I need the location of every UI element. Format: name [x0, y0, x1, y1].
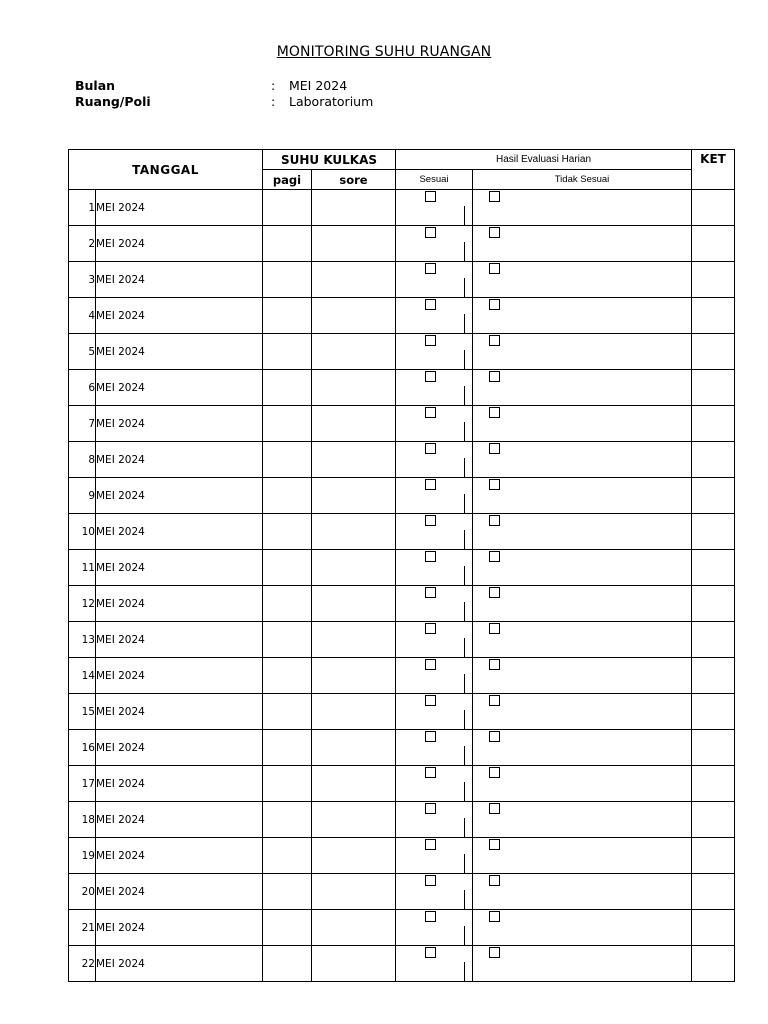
day-number: 21	[69, 910, 96, 946]
page-title: MONITORING SUHU RUANGAN	[276, 44, 492, 60]
day-number: 12	[69, 586, 96, 622]
table-row	[69, 190, 735, 226]
sesuai-cell	[396, 910, 473, 946]
ket-cell[interactable]	[692, 370, 735, 406]
divider-line	[464, 386, 465, 405]
pagi-cell[interactable]	[263, 658, 312, 694]
sesuai-cell	[396, 874, 473, 910]
ruang-value: Laboratorium	[289, 94, 374, 109]
colon: :	[271, 94, 276, 109]
sesuai-checkbox[interactable]	[425, 911, 436, 922]
table-row	[69, 550, 735, 586]
sore-cell[interactable]	[312, 298, 396, 334]
table-row	[69, 946, 735, 982]
tidak-sesuai-cell	[473, 370, 692, 406]
date-text: MEI 2024	[96, 370, 263, 406]
sore-cell[interactable]	[312, 262, 396, 298]
sesuai-checkbox[interactable]	[425, 227, 436, 238]
sore-cell[interactable]	[312, 622, 396, 658]
date-text: MEI 2024	[96, 622, 263, 658]
table-row	[69, 406, 735, 442]
sore-cell[interactable]	[312, 766, 396, 802]
header-row	[69, 150, 735, 170]
pagi-cell[interactable]	[263, 730, 312, 766]
table-row	[69, 370, 735, 406]
tidak-sesuai-cell	[473, 406, 692, 442]
sesuai-checkbox[interactable]	[425, 335, 436, 346]
tidak-sesuai-cell	[473, 298, 692, 334]
sesuai-checkbox[interactable]	[425, 551, 436, 562]
day-number: 2	[69, 226, 96, 262]
tidak-sesuai-cell	[473, 946, 692, 982]
sesuai-checkbox[interactable]	[425, 767, 436, 778]
divider-line	[464, 890, 465, 909]
sore-cell[interactable]	[312, 190, 396, 226]
day-number: 3	[69, 262, 96, 298]
date-text: MEI 2024	[96, 910, 263, 946]
table-row	[69, 838, 735, 874]
pagi-cell[interactable]	[263, 622, 312, 658]
monitoring-table	[68, 149, 735, 982]
ket-cell[interactable]	[692, 874, 735, 910]
day-number: 9	[69, 478, 96, 514]
sore-cell[interactable]	[312, 442, 396, 478]
sore-cell[interactable]	[312, 730, 396, 766]
day-number: 4	[69, 298, 96, 334]
sesuai-cell	[396, 442, 473, 478]
divider-line	[464, 602, 465, 621]
date-text: MEI 2024	[96, 550, 263, 586]
table-row	[69, 226, 735, 262]
sesuai-checkbox[interactable]	[425, 623, 436, 634]
header-hasil-evaluasi: Hasil Evaluasi Harian	[396, 150, 692, 170]
tidak-sesuai-cell	[473, 766, 692, 802]
date-text: MEI 2024	[96, 298, 263, 334]
divider-line	[464, 314, 465, 333]
pagi-cell[interactable]	[263, 298, 312, 334]
table-row	[69, 910, 735, 946]
sesuai-cell	[396, 190, 473, 226]
table-row	[69, 766, 735, 802]
sesuai-checkbox[interactable]	[425, 479, 436, 490]
sesuai-cell	[396, 550, 473, 586]
sesuai-cell	[396, 334, 473, 370]
pagi-cell[interactable]	[263, 226, 312, 262]
ket-cell[interactable]	[692, 766, 735, 802]
sesuai-checkbox[interactable]	[425, 659, 436, 670]
table-row	[69, 442, 735, 478]
table-row	[69, 478, 735, 514]
pagi-cell[interactable]	[263, 262, 312, 298]
sesuai-cell	[396, 802, 473, 838]
date-text: MEI 2024	[96, 262, 263, 298]
pagi-cell[interactable]	[263, 910, 312, 946]
header-tanggal: TANGGAL	[69, 150, 263, 190]
ruang-row	[75, 94, 373, 110]
ket-cell[interactable]	[692, 586, 735, 622]
divider-line	[464, 746, 465, 765]
tidak-sesuai-checkbox[interactable]	[489, 299, 500, 310]
pagi-cell[interactable]	[263, 946, 312, 982]
tidak-sesuai-cell	[473, 658, 692, 694]
sore-cell[interactable]	[312, 478, 396, 514]
day-number: 10	[69, 514, 96, 550]
pagi-cell[interactable]	[263, 478, 312, 514]
tidak-sesuai-checkbox[interactable]	[489, 947, 500, 958]
tidak-sesuai-cell	[473, 226, 692, 262]
tidak-sesuai-cell	[473, 730, 692, 766]
ket-cell[interactable]	[692, 442, 735, 478]
pagi-cell[interactable]	[263, 406, 312, 442]
tidak-sesuai-checkbox[interactable]	[489, 371, 500, 382]
divider-line	[464, 494, 465, 513]
sesuai-checkbox[interactable]	[425, 371, 436, 382]
tidak-sesuai-checkbox[interactable]	[489, 623, 500, 634]
divider-line	[464, 350, 465, 369]
tidak-sesuai-cell	[473, 262, 692, 298]
sesuai-checkbox[interactable]	[425, 407, 436, 418]
date-text: MEI 2024	[96, 442, 263, 478]
sore-cell[interactable]	[312, 550, 396, 586]
day-number: 22	[69, 946, 96, 982]
pagi-cell[interactable]	[263, 838, 312, 874]
header-pagi: pagi	[263, 170, 312, 190]
day-number: 19	[69, 838, 96, 874]
sesuai-checkbox[interactable]	[425, 587, 436, 598]
tidak-sesuai-cell	[473, 478, 692, 514]
day-number: 7	[69, 406, 96, 442]
sesuai-cell	[396, 298, 473, 334]
date-text: MEI 2024	[96, 946, 263, 982]
table-row	[69, 298, 735, 334]
header-suhu-kulkas: SUHU KULKAS	[263, 150, 396, 170]
day-number: 17	[69, 766, 96, 802]
tidak-sesuai-cell	[473, 802, 692, 838]
divider-line	[464, 458, 465, 477]
colon: :	[271, 78, 276, 93]
sesuai-checkbox[interactable]	[425, 875, 436, 886]
pagi-cell[interactable]	[263, 694, 312, 730]
table-row	[69, 874, 735, 910]
table-row	[69, 262, 735, 298]
pagi-cell[interactable]	[263, 586, 312, 622]
pagi-cell[interactable]	[263, 514, 312, 550]
sore-cell[interactable]	[312, 514, 396, 550]
sore-cell[interactable]	[312, 334, 396, 370]
ket-cell[interactable]	[692, 190, 735, 226]
sesuai-cell	[396, 694, 473, 730]
ket-cell[interactable]	[692, 262, 735, 298]
bulan-value: MEI 2024	[289, 78, 348, 93]
tidak-sesuai-checkbox[interactable]	[489, 443, 500, 454]
ket-cell[interactable]	[692, 550, 735, 586]
sore-cell[interactable]	[312, 910, 396, 946]
table-body	[69, 190, 735, 982]
date-text: MEI 2024	[96, 694, 263, 730]
tidak-sesuai-cell	[473, 622, 692, 658]
sore-cell[interactable]	[312, 802, 396, 838]
sesuai-checkbox[interactable]	[425, 731, 436, 742]
ket-cell[interactable]	[692, 694, 735, 730]
tidak-sesuai-checkbox[interactable]	[489, 191, 500, 202]
sore-cell[interactable]	[312, 226, 396, 262]
sesuai-cell	[396, 946, 473, 982]
date-text: MEI 2024	[96, 730, 263, 766]
pagi-cell[interactable]	[263, 442, 312, 478]
date-text: MEI 2024	[96, 766, 263, 802]
tidak-sesuai-checkbox[interactable]	[489, 911, 500, 922]
tidak-sesuai-checkbox[interactable]	[489, 227, 500, 238]
date-text: MEI 2024	[96, 838, 263, 874]
date-text: MEI 2024	[96, 478, 263, 514]
day-number: 16	[69, 730, 96, 766]
sesuai-cell	[396, 226, 473, 262]
date-text: MEI 2024	[96, 190, 263, 226]
ket-cell[interactable]	[692, 298, 735, 334]
date-text: MEI 2024	[96, 334, 263, 370]
divider-line	[464, 674, 465, 693]
date-text: MEI 2024	[96, 406, 263, 442]
divider-line	[464, 926, 465, 945]
ket-cell[interactable]	[692, 910, 735, 946]
sore-cell[interactable]	[312, 946, 396, 982]
table-row	[69, 622, 735, 658]
date-text: MEI 2024	[96, 226, 263, 262]
sesuai-checkbox[interactable]	[425, 695, 436, 706]
sore-cell[interactable]	[312, 838, 396, 874]
ket-cell[interactable]	[692, 334, 735, 370]
table-row	[69, 802, 735, 838]
sesuai-cell	[396, 478, 473, 514]
tidak-sesuai-checkbox[interactable]	[489, 587, 500, 598]
form-meta	[75, 78, 373, 110]
tidak-sesuai-checkbox[interactable]	[489, 479, 500, 490]
sesuai-cell	[396, 406, 473, 442]
header-tidak-sesuai: Tidak Sesuai	[473, 170, 692, 190]
bulan-label: Bulan	[75, 78, 116, 93]
table-row	[69, 334, 735, 370]
divider-line	[464, 206, 465, 225]
tidak-sesuai-checkbox[interactable]	[489, 551, 500, 562]
ket-cell[interactable]	[692, 622, 735, 658]
tidak-sesuai-checkbox[interactable]	[489, 803, 500, 814]
divider-line	[464, 566, 465, 585]
sore-cell[interactable]	[312, 370, 396, 406]
divider-line	[464, 710, 465, 729]
divider-line	[464, 818, 465, 837]
tidak-sesuai-checkbox[interactable]	[489, 695, 500, 706]
divider-line	[464, 422, 465, 441]
sesuai-cell	[396, 838, 473, 874]
pagi-cell[interactable]	[263, 190, 312, 226]
pagi-cell[interactable]	[263, 802, 312, 838]
tidak-sesuai-checkbox[interactable]	[489, 731, 500, 742]
tidak-sesuai-cell	[473, 514, 692, 550]
date-text: MEI 2024	[96, 802, 263, 838]
divider-line	[464, 962, 465, 981]
header-sesuai: Sesuai	[396, 170, 473, 190]
ruang-label: Ruang/Poli	[75, 94, 151, 109]
tidak-sesuai-cell	[473, 586, 692, 622]
day-number: 6	[69, 370, 96, 406]
date-text: MEI 2024	[96, 586, 263, 622]
sesuai-cell	[396, 262, 473, 298]
ket-cell[interactable]	[692, 406, 735, 442]
sesuai-checkbox[interactable]	[425, 443, 436, 454]
day-number: 11	[69, 550, 96, 586]
tidak-sesuai-cell	[473, 694, 692, 730]
sesuai-cell	[396, 658, 473, 694]
ket-cell[interactable]	[692, 946, 735, 982]
tidak-sesuai-cell	[473, 442, 692, 478]
table-row	[69, 514, 735, 550]
pagi-cell[interactable]	[263, 874, 312, 910]
ket-cell[interactable]	[692, 838, 735, 874]
tidak-sesuai-cell	[473, 838, 692, 874]
ket-cell[interactable]	[692, 658, 735, 694]
date-text: MEI 2024	[96, 874, 263, 910]
tidak-sesuai-cell	[473, 910, 692, 946]
tidak-sesuai-checkbox[interactable]	[489, 263, 500, 274]
date-text: MEI 2024	[96, 514, 263, 550]
sore-cell[interactable]	[312, 406, 396, 442]
tidak-sesuai-checkbox[interactable]	[489, 767, 500, 778]
ket-cell[interactable]	[692, 514, 735, 550]
signature-underline	[402, 981, 464, 982]
tidak-sesuai-checkbox[interactable]	[489, 335, 500, 346]
divider-line	[464, 530, 465, 549]
tidak-sesuai-checkbox[interactable]	[489, 839, 500, 850]
tidak-sesuai-checkbox[interactable]	[489, 875, 500, 886]
sesuai-checkbox[interactable]	[425, 947, 436, 958]
sesuai-checkbox[interactable]	[425, 803, 436, 814]
day-number: 1	[69, 190, 96, 226]
sesuai-checkbox[interactable]	[425, 299, 436, 310]
sesuai-checkbox[interactable]	[425, 263, 436, 274]
divider-line	[464, 782, 465, 801]
day-number: 20	[69, 874, 96, 910]
tidak-sesuai-cell	[473, 550, 692, 586]
table-row	[69, 730, 735, 766]
table-row	[69, 694, 735, 730]
tidak-sesuai-cell	[473, 874, 692, 910]
ket-cell[interactable]	[692, 226, 735, 262]
sesuai-checkbox[interactable]	[425, 515, 436, 526]
divider-line	[464, 638, 465, 657]
divider-line	[464, 242, 465, 261]
sesuai-cell	[396, 730, 473, 766]
day-number: 5	[69, 334, 96, 370]
bulan-row	[75, 78, 373, 94]
tidak-sesuai-cell	[473, 190, 692, 226]
tidak-sesuai-checkbox[interactable]	[489, 407, 500, 418]
sore-cell[interactable]	[312, 694, 396, 730]
date-text: MEI 2024	[96, 658, 263, 694]
day-number: 8	[69, 442, 96, 478]
tidak-sesuai-checkbox[interactable]	[489, 659, 500, 670]
sesuai-cell	[396, 622, 473, 658]
sesuai-cell	[396, 586, 473, 622]
divider-line	[464, 854, 465, 873]
day-number: 15	[69, 694, 96, 730]
pagi-cell[interactable]	[263, 370, 312, 406]
sesuai-checkbox[interactable]	[425, 839, 436, 850]
day-number: 18	[69, 802, 96, 838]
pagi-cell[interactable]	[263, 550, 312, 586]
ket-cell[interactable]	[692, 802, 735, 838]
table-row	[69, 586, 735, 622]
header-ket: KET	[692, 150, 735, 190]
pagi-cell[interactable]	[263, 334, 312, 370]
table-row	[69, 658, 735, 694]
day-number: 14	[69, 658, 96, 694]
day-number: 13	[69, 622, 96, 658]
sore-cell[interactable]	[312, 586, 396, 622]
sesuai-cell	[396, 766, 473, 802]
sesuai-checkbox[interactable]	[425, 191, 436, 202]
tidak-sesuai-checkbox[interactable]	[489, 515, 500, 526]
sesuai-cell	[396, 514, 473, 550]
header-sore: sore	[312, 170, 396, 190]
ket-cell[interactable]	[692, 478, 735, 514]
pagi-cell[interactable]	[263, 766, 312, 802]
sore-cell[interactable]	[312, 658, 396, 694]
sesuai-cell	[396, 370, 473, 406]
ket-cell[interactable]	[692, 730, 735, 766]
sore-cell[interactable]	[312, 874, 396, 910]
tidak-sesuai-cell	[473, 334, 692, 370]
divider-line	[464, 278, 465, 297]
